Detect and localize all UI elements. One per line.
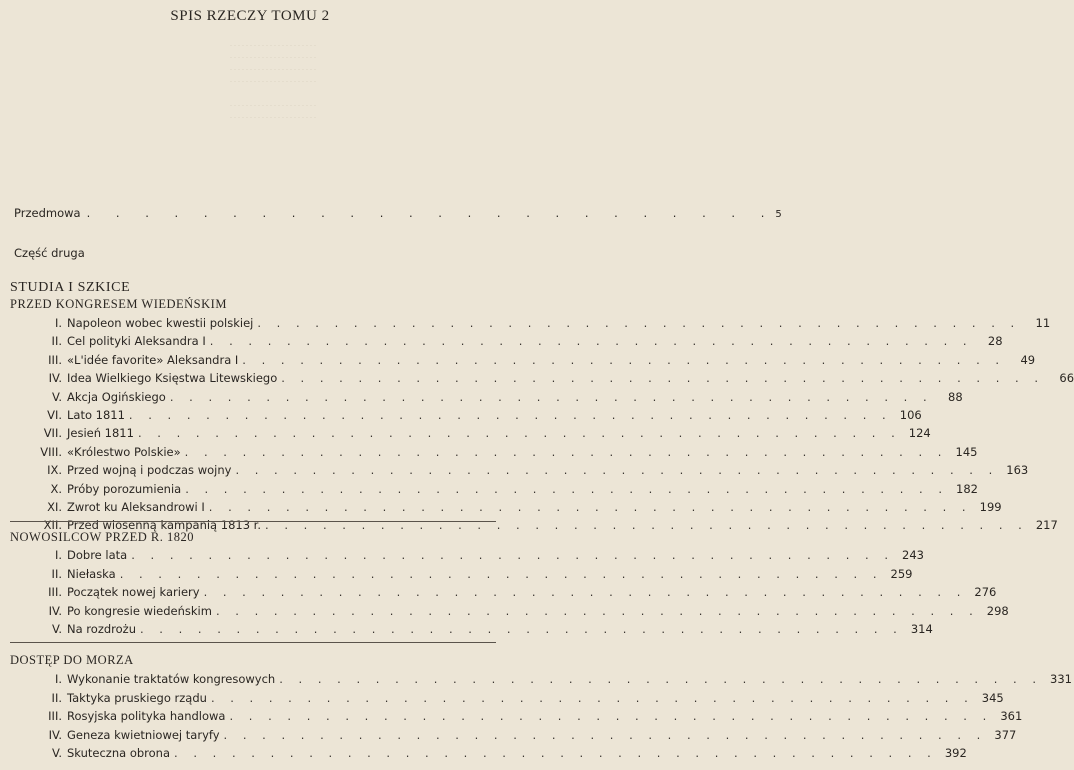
entry-number: IV. — [48, 603, 62, 618]
toc-entry — [10, 481, 978, 497]
entry-number: VI. — [47, 408, 62, 422]
entry-number: II. — [51, 334, 62, 349]
entry-page: 182 — [956, 481, 978, 496]
entry-page: 28 — [987, 334, 1003, 349]
toc-entry — [10, 622, 933, 637]
entry-page: 199 — [979, 500, 1002, 514]
leader-dots: . . . . . . . . . . . . . . . . . . . . . . . . . . . . . . . . . . . . . . . . — [279, 672, 1042, 686]
entry-page: 298 — [986, 603, 1009, 618]
leader-dots: . . . . . . . . . . . . . . . . . . . . . . . . . . . . . . . . . . . . . . . . — [208, 500, 972, 514]
entry-text: Napoleon wobec kwestii polskiej — [67, 316, 254, 330]
entry-number: II. — [51, 566, 62, 581]
leader-dots: . . . . . . . . . . . . . . . . . . . . . . . . . . . . . . . . . . . . . . . . — [203, 585, 967, 600]
toc-entry — [10, 548, 924, 563]
entry-page: 49 — [1020, 352, 1036, 367]
toc-entry — [10, 566, 913, 582]
entry-number: I. — [54, 316, 62, 330]
entry-text: Idea Wielkiego Księstwa Litewskiego — [67, 371, 278, 386]
leader-dots: . . . . . . . . . . . . . . . . . . . . . . . . . . . . . . . . . . . . . . . . — [119, 566, 883, 581]
entry-text: Niełaska — [67, 566, 116, 581]
entry-text: Wykonanie traktatów kongresowych — [67, 672, 276, 686]
entry-text: Taktyka pruskiego rządu — [67, 690, 207, 705]
leader-dots: . . . . . . . . . . . . . . . . . . . . . . . . . . . . . . . . . . . . . . . . — [229, 709, 993, 724]
entry-number: IX. — [47, 463, 62, 478]
entry-number: VII. — [43, 426, 62, 441]
toc-entry — [10, 585, 997, 600]
entry-number: III. — [48, 709, 62, 724]
entry-text: Przed wojną i podczas wojny — [67, 463, 232, 478]
entry-number: II. — [51, 690, 62, 705]
section-title: DOSTĘP DO MORZA — [10, 653, 134, 667]
entry-text: Przed wiosenną kampanią 1813 r. — [67, 518, 262, 533]
leader-dots: . . . . . . . . . . . . . . . . . . . . . . . . . . . . . . . . . . . . . . . . — [140, 622, 903, 637]
entry-number: V. — [51, 746, 62, 761]
leader-dots: . . . . . . . . . . . . . . . . . . . . . . . . . . . . . . . . . . . . . . . . — [257, 316, 1021, 330]
entry-text: Zwrot ku Aleksandrowi I — [67, 500, 205, 514]
section-divider — [10, 642, 496, 643]
leader-dots: . . . . . . . . . . . . . . . . . . . . . . . . . . . . . . . . . . . . . . . . — [215, 603, 979, 618]
entry-page: 5 — [775, 209, 782, 220]
entry-text: Na rozdrożu — [67, 622, 136, 637]
entry-page: 276 — [974, 585, 997, 600]
leader-dots: . . . . . . . . . . . . . . . . . . . . . . . . . . . . . . . . . . . . . . . . — [209, 334, 973, 349]
entry-text: Dobre lata — [67, 548, 128, 562]
toc-entry — [10, 463, 1029, 478]
entry-page: 377 — [994, 727, 1017, 742]
toc-entry — [10, 408, 922, 423]
entry-page: 88 — [948, 389, 963, 404]
entry-text: Próby porozumienia — [67, 481, 182, 496]
toc-entry — [10, 334, 1003, 349]
entry-number: IV. — [48, 371, 62, 386]
front-entry-preface — [14, 206, 782, 220]
entry-number: V. — [51, 389, 62, 404]
entry-page: 163 — [1006, 463, 1029, 478]
toc-entry — [10, 371, 1074, 386]
toc-entry — [10, 690, 1004, 706]
entry-page: 361 — [1000, 709, 1023, 724]
section-title: PRZED KONGRESEM WIEDEŃSKIM — [10, 297, 227, 311]
entry-page: 345 — [981, 690, 1004, 705]
leader-dots: . . . . . . . . . . . . . . . . . . . . . . . . . . . . . . . . . . . . . . . . — [131, 548, 894, 562]
toc-entry — [10, 727, 1017, 743]
entry-text: «Królestwo Polskie» — [67, 444, 181, 459]
entry-text: Rosyjska polityka handlowa — [67, 709, 226, 724]
toc-entry — [10, 746, 967, 761]
entry-text: Początek nowej kariery — [67, 585, 200, 600]
leader-dots: . . . . . . . . . . . . . . . . . . . . . . . . . . . . . . . . . . . . . . . . — [223, 727, 987, 742]
entry-page: 145 — [955, 444, 978, 459]
entry-number: XII. — [43, 518, 62, 533]
section-title: NOWOSILCOW PRZED R. 1820 — [10, 530, 194, 544]
entry-text: «L'idée favorite» Aleksandra I — [67, 352, 239, 367]
part-title: STUDIA I SZKICE — [10, 280, 131, 295]
toc-entry — [10, 352, 1036, 368]
entry-page: 124 — [908, 426, 931, 441]
leader-dots: . . . . . . . . . . . . . . . . . . . . . . . . . . . . . . . . . . . . . . . . — [242, 352, 1006, 367]
leader-dots: . . . . . . . . . . . . . . . . . . . . . . . . . . . . . . . . . . . . . . . . — [128, 408, 892, 422]
entry-page: 217 — [1035, 518, 1058, 533]
entry-page: 11 — [1035, 316, 1051, 330]
leader-dots: . . . . . . . . . . . . . . . . . . . . . . . . . . . . . . . . . . . . . . . . — [169, 389, 933, 404]
entry-page: 331 — [1050, 672, 1072, 686]
leader-dots: . . . . . . . . . . . . . . . . . . . . . . . . . . . . . . . . . . . . . . . . — [281, 371, 1045, 386]
entry-page: 392 — [944, 746, 967, 761]
part-label: Część druga — [14, 246, 85, 260]
leader-dots: . . . . . . . . . . . . . . . . . . . . . . . . . . . . . . . . . . . . . . . . — [184, 444, 948, 459]
leader-dots: . . . . . . . . . . . . . . . . . . . . . . . . . . . . . . . . . . . . . . . . — [210, 690, 974, 705]
entry-number: III. — [48, 352, 62, 367]
leader-dots: . . . . . . . . . . . . . . . . . . . . . . . . . . . . . . . . . . . . . . . . — [137, 426, 901, 441]
entry-number: III. — [48, 585, 62, 600]
bleed-through-text: . . . . . . . . . . . . . . . . . . . . . . . . . . . . . . . . . . . . . . . . . . . . . . . . . . . . . . . . . . . . . . . . . . . . . . . . . . . . . . . . . . . . . . . . . . . . . . . . . . . . . . . . . . . . . . . . . . . . . . . . . . . . . . . . . . . . — [230, 39, 316, 120]
entry-text: Geneza kwietniowej taryfy — [67, 727, 220, 742]
section-divider — [10, 521, 496, 522]
toc-entry — [10, 603, 1009, 619]
entry-number: X. — [50, 481, 62, 496]
entry-page: 314 — [910, 622, 933, 637]
leader-dots: . . . . . . . . . . . . . . . . . . . . . . . . . . . . . . . . . . . . . . . . — [265, 518, 1028, 533]
leader-dots: . . . . . . . . . . . . . . . . . . . . . . . . . . . . . . . . . . . . . . . . — [174, 746, 937, 761]
entry-number: XI. — [47, 500, 62, 514]
toc-entry — [10, 672, 1072, 687]
toc-entry — [10, 316, 1051, 331]
entry-text: Po kongresie wiedeńskim — [67, 603, 212, 618]
entry-number: IV. — [48, 727, 62, 742]
toc-entry — [10, 444, 978, 460]
toc-entry — [10, 500, 1002, 515]
entry-number: V. — [51, 622, 62, 637]
entry-number: I. — [54, 548, 62, 562]
toc-entry — [10, 389, 963, 405]
entry-text: Skuteczna obrona — [67, 746, 171, 761]
entry-number: I. — [54, 672, 62, 686]
entry-text: Cel polityki Aleksandra I — [67, 334, 206, 349]
entry-text: Lato 1811 — [67, 408, 125, 422]
leader-dots: . . . . . . . . . . . . . . . . . . . . . . . . . . . . . . . . . . . . . . . . — [235, 463, 999, 478]
toc-entry — [10, 709, 1023, 724]
entry-page: 259 — [890, 566, 913, 581]
leader-dots: . . . . . . . . . . . . . . . . . . . . . . . . — [86, 206, 776, 220]
entry-page: 243 — [902, 548, 924, 562]
leader-dots: . . . . . . . . . . . . . . . . . . . . . . . . . . . . . . . . . . . . . . . . — [185, 481, 948, 496]
entry-text: Jesień 1811 — [67, 426, 134, 441]
entry-number: VIII. — [40, 444, 62, 459]
entry-page: 106 — [899, 408, 922, 422]
entry-text: Przedmowa — [14, 206, 81, 220]
entry-page: 66 — [1059, 371, 1074, 386]
toc-entry — [10, 426, 931, 441]
entry-text: Akcja Ogińskiego — [67, 389, 166, 404]
page-title: SPIS RZECZY TOMU 2 — [170, 8, 330, 24]
